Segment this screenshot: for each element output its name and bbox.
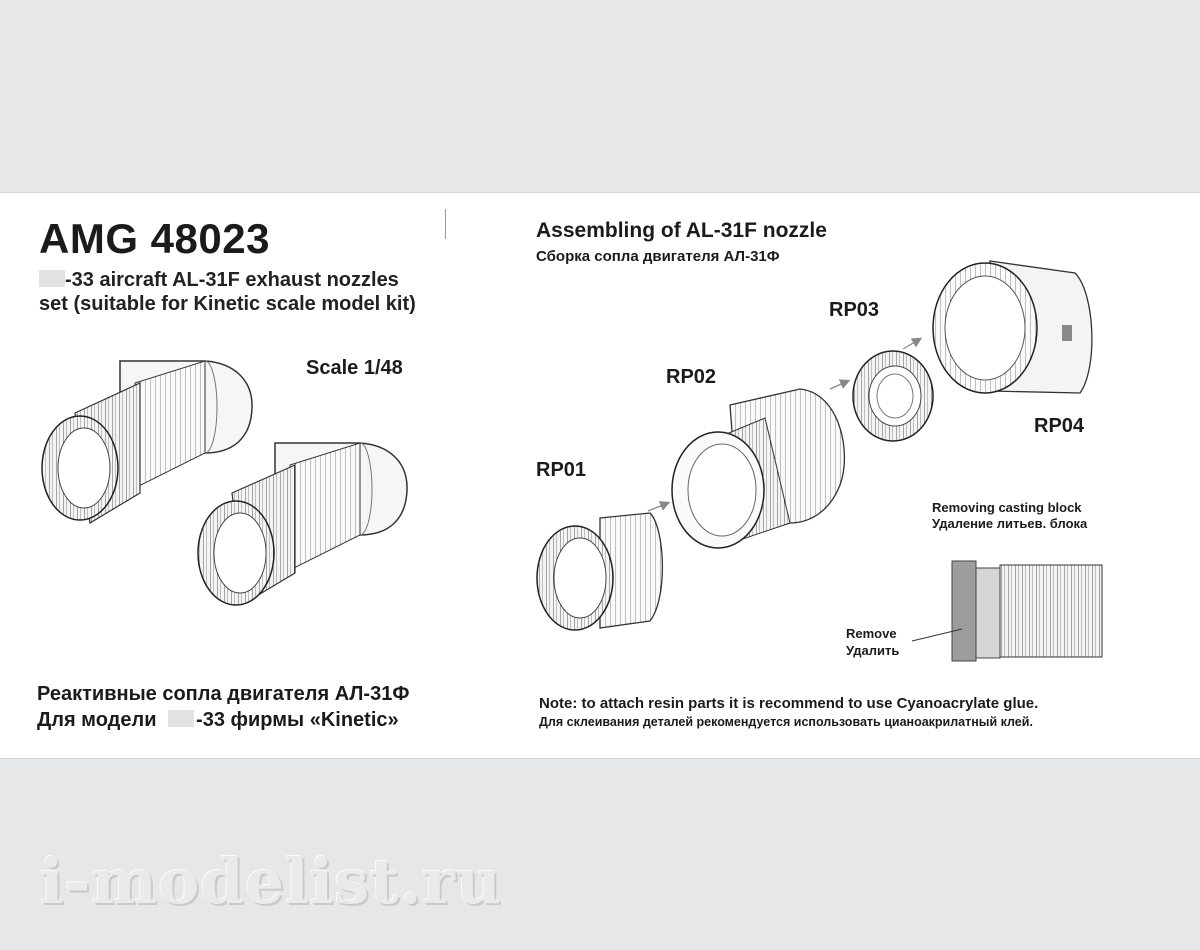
scale-label: Scale 1/48: [306, 357, 403, 379]
remove-label-ru: Удалить: [846, 643, 900, 658]
masked-name: [39, 270, 65, 287]
arrow-rp02-rp03: [830, 381, 848, 389]
subtitle-line-2: set (suitable for Kinetic scale model kit): [39, 293, 416, 315]
ru-title-line-2: Для модели -33 фирмы «Kinetic»: [37, 709, 399, 731]
assembly-title-ru: Сборка сопла двигателя АЛ-31Ф: [536, 248, 780, 265]
nozzle-left-top: [42, 361, 252, 523]
casting-block-detail: [912, 561, 1102, 661]
part-label-rp02: RP02: [666, 366, 717, 388]
removal-title-ru: Удаление литьев. блока: [932, 516, 1088, 531]
part-rp04-drawing: [933, 261, 1092, 393]
column-divider: [445, 209, 446, 239]
assembly-title: Assembling of AL-31F nozzle: [536, 219, 827, 242]
watermark: i-modelist.ru: [40, 845, 503, 918]
ru-title-line-1: Реактивные сопла двигателя АЛ-31Ф: [37, 683, 410, 705]
part-rp01-drawing: [537, 513, 662, 630]
remove-label: Remove: [846, 626, 897, 641]
part-label-rp04: RP04: [1034, 415, 1085, 437]
part-label-rp03: RP03: [829, 299, 880, 321]
arrow-rp03-rp04: [903, 339, 920, 349]
part-label-rp01: RP01: [536, 459, 587, 481]
nozzle-left-bottom: [198, 443, 407, 605]
instruction-sheet: [0, 192, 1200, 759]
product-code: AMG 48023: [39, 215, 270, 262]
masked-name: [168, 710, 194, 727]
glue-note: Note: to attach resin parts it is recommend to use Cyanoacrylate glue.: [539, 695, 1039, 712]
glue-note-ru: Для склеивания деталей рекомендуется использовать цианоакрилатный клей.: [539, 715, 1033, 729]
part-rp03-drawing: [853, 351, 933, 441]
removal-title: Removing casting block: [932, 500, 1082, 515]
subtitle-line-1: -33 aircraft AL-31F exhaust nozzles: [39, 269, 399, 292]
part-rp02-drawing: [672, 389, 844, 548]
arrow-rp01-rp02: [648, 503, 668, 511]
